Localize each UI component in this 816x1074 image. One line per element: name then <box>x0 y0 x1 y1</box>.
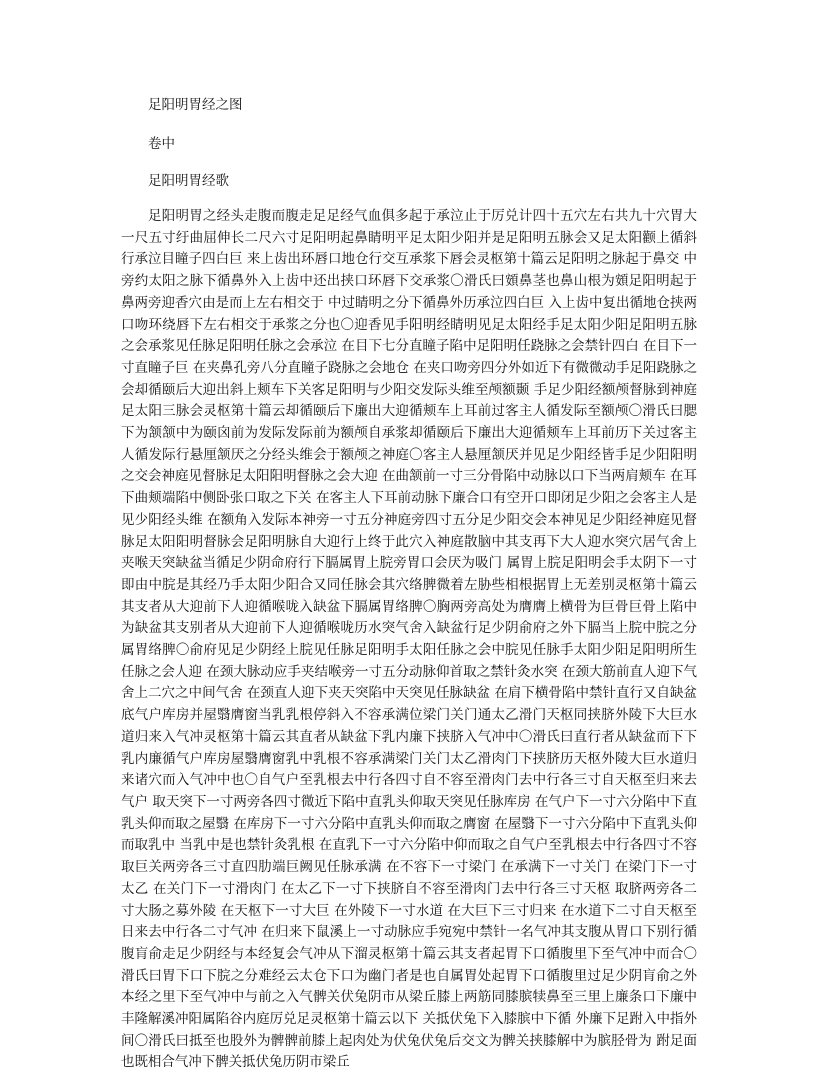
document-title: 足阳明胃经之图 <box>148 97 243 113</box>
section-title: 足阳明胃经歌 <box>148 173 229 189</box>
volume-label: 卷中 <box>148 136 175 152</box>
body-paragraph: 足阳明胃之经头走腹而腹走足足经气血俱多起于承泣止于厉兑计四十五穴左右共九十穴胃大一尺五寸纡曲屈伸长二尺六寸足阳明起鼻睛明平足太阳少阳并是足阳明五脉会又足太阳颧上循斜行承泣目瞳子四白巨 来上齿出环唇口地仓行交互承浆下唇会灵枢第十篇云足阳明之脉起于鼻交 中旁约太阳之脉下循鼻外入上齿中还出挟口环唇下交承浆〇滑氏曰頞鼻茎也鼻山根为頞足阳明起于鼻两旁迎香穴由是而上左右相交于 中过睛明之分下循鼻外历承泣四白巨 入上齿中复出循地仓挟两口吻环绕唇下左右相交于承浆之分也〇迎香见手阳明经睛明见足太阳经手足太阳少阳足阳明五脉之会承浆见任脉足阳明任脉之会承泣 在目下七分直瞳子陷中足阳明任跷脉之会禁针四白 在目下一寸直瞳子巨 在夹鼻孔旁八分直瞳子跷脉之会地仓 在夹口吻旁四分外如近下有微微动手足阳跷脉之会却循颐后大迎出斜上颊车下关客足阳明与少阳交发际头维至颅额颞 手足少阳经额颅督脉到神庭足太阳三脉会灵枢第十篇云却循颐后下廉出大迎循颊车上耳前过客主人循发际至额颅〇滑氏曰腮下为颔颔中为颐囟前为发际发际前为额颅自承浆却循颐后下廉出大迎循颊车上耳前历下关过客主人循发际行悬厘颔厌之分经头维会于额颅之神庭〇客主人悬厘颔厌并见足少阳经皆手足少阳阳明之交会神庭见督脉足太阳阳明督脉之会大迎 在曲颔前一寸三分骨陷中动脉以口下当两肩颊车 在耳下曲颊端陷中侧卧张口取之下关 在客主人下耳前动脉下廉合口有空开口即闭足少阳之会客主人是见少阳经头维 在额角入发际本神旁一寸五分神庭旁四寸五分足少阳交会本神见足少阳经神庭见督脉足太阳阳明督脉会足阳明脉自大迎行上终于此穴入神庭散脑中其支再下大人迎水突穴居气舍上夹喉天突缺盆当循足少阴命府行下膈属胃上脘旁胃口会厌为吸门 属胃上脘足阳明会手太阴下一寸即由中脘是其经乃手太阳少阳合又同任脉会其穴络脾微着左胁些相根据胃上无差别灵枢第十篇云其支者从大迎前下人迎循喉咙入缺盆下膈属胃络脾〇胸两旁高处为膺膺上横骨为巨骨巨骨上陷中为缺盆其支别者从大迎前下人迎循喉咙历水突气舍入缺盆行足少阴俞府之外下膈当上脘中脘之分属胃络脾〇俞府见足少阴经上脘见任脉足阳明手太阳任脉之会中脘见任脉手太阳少阳足阳明所生任脉之会人迎 在颈大脉动应手夹结喉旁一寸五分动脉仰首取之禁针灸水突 在颈大筋前直人迎下气舍上二穴之中间气舍 在颈直人迎下夹天突陷中天突见任脉缺盆 在肩下横骨陷中禁针直行又自缺盆底气户库房并屋翳膺窗当乳乳根停斜入不容承满位梁门关门通太乙滑门天枢同挟脐外陵下大巨水道归来入气冲灵枢第十篇云其直者从缺盆下乳内廉下挟脐入气冲中〇滑氏曰直行者从缺盆而下下乳内廉循气户库房屋翳膺窗乳中乳根不容承满梁门关门太乙滑肉门下挟脐历天枢外陵大巨水道归来诸穴而入气冲中也〇自气户至乳根去中行各四寸自不容至滑肉门去中行各三寸自天枢至归来去气户 取天突下一寸两旁各四寸微近下陷中直乳头仰取天突见任脉库房 在气户下一寸六分陷中下直乳头仰而取之屋翳 在库房下一寸六分陷中直乳头仰而取之膺窗 在屋翳下一寸六分陷中下直乳头仰而取乳中 当乳中是也禁针灸乳根 在直乳下一寸六分陷中仰而取之自气户至乳根去中行各四寸不容 取巨关两旁各三寸直四肋端巨阙见任脉承满 在不容下一寸梁门 在承满下一寸关门 在梁门下一寸太乙 在关门下一寸滑肉门 在太乙下一寸下挟脐自不容至滑肉门去中行各三寸天枢 取脐两旁各二寸大肠之募外陵 在天枢下一寸大巨 在外陵下一寸水道 在大巨下三寸归来 在水道下二寸自天枢至日来去中行各二寸气冲 在归来下鼠溪上一寸动脉应手宛宛中禁针一名气冲其支腹从胃口下别行循腹肓俞走足少阴经与本经复会气冲从下溜灵枢第十篇云其支者起胃下口循腹里下至气冲中而合〇滑氏曰胃下口下脘之分难经云太仓下口为幽门者是也自属胃处起胃下口循腹里过足少阴肓俞之外本经之里下至气冲中与前之入气髀关伏兔阴市从梁丘膝上两筋同膝膑犊鼻至三里上廉条口下廉中丰隆解溪冲阳属陷谷内庭厉兑足灵枢第十篇云以下 关抵伏兔下入膝膑中下循 外廉下足跗入中指外间〇滑氏曰抵至也股外为髀髀前膝上起肉处为伏兔伏兔后交文为髀关挟膝解中为膑胫骨为 跗足面也既相合气冲下髀关抵伏兔历阴市梁丘 <box>121 208 697 1071</box>
